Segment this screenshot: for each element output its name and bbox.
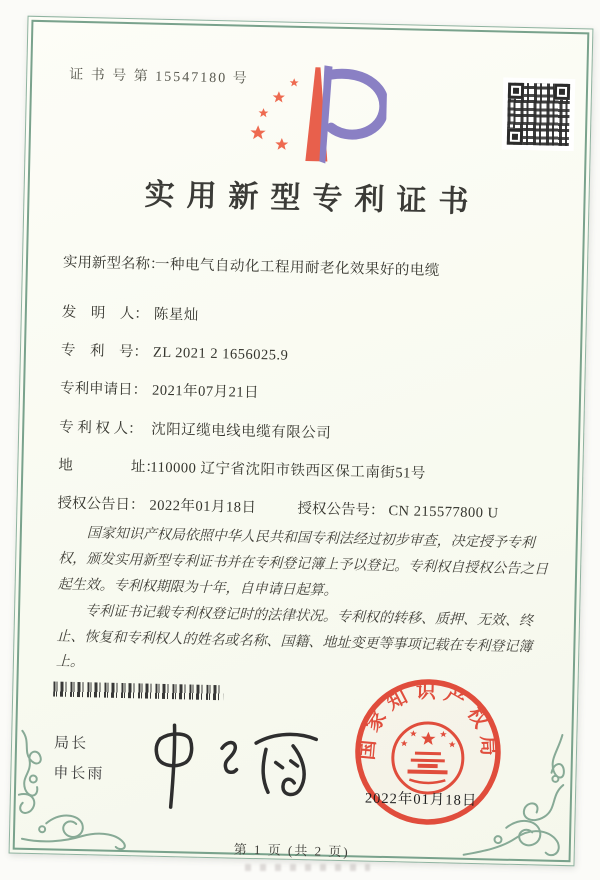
qr-finder-icon [508,83,524,99]
handwritten-signature-icon [128,714,330,819]
logo-p-bowl [330,74,385,136]
field-value: 2021年07月21日 [151,382,260,402]
field-label: 地 址： [58,457,161,476]
field-value: 陈星灿 [153,306,199,324]
seal-date: 2022年01月18日 [364,790,478,810]
qr-code-icon [502,77,576,151]
field-label: 授权公告日： [57,495,145,514]
logo-stars [250,77,299,150]
signoff-role: 局长 [53,734,89,753]
field-label: 专 利 权 人： [59,419,143,438]
certificate-number: 证 书 号 第 15547180 号 [69,67,249,87]
legal-text [56,521,551,687]
field-label: 发 明 人： [61,304,150,323]
field-label: 授权公告号： [297,500,385,519]
certificate-sheet [9,16,594,867]
field-value: 110000 辽宁省沈阳市铁西区保工南街51号 [150,459,427,482]
page-number: 第 1 页 (共 2 页) [233,841,350,860]
field-value: 2022年01月18日 [149,497,257,517]
certificate-title: 实用新型专利证书 [144,178,481,220]
field-label: 专利申请日： [59,380,148,399]
field-label: 实用新型名称： [62,254,165,273]
qr-finder-icon [554,84,570,100]
field-value: ZL 2021 2 1656025.9 [152,344,289,364]
cnipa-logo-icon [235,55,388,170]
qr-finder-icon [507,129,523,145]
legal-paragraph: 专利证书记载专利权登记时的法律状况。专利权的转移、质押、无效、终止、恢复和专利权人的姓名或名称、国籍、地址变更等事项记载在专利登记簿上。 [55,603,534,671]
field-value: CN 215577800 U [388,503,499,522]
floral-corner-ornament-icon [12,729,155,854]
signoff-name: 申长雨 [53,764,105,783]
legal-paragraph: 国家知识产权局依照中华人民共和国专利法经过初步审查，决定授予专利权，颁发实用新型专利证书并在专利登记簿上予以登记。专利权自授权公告之日起生效。专利权期限为十年，自申请日起算。 [57,526,549,599]
seal-text: 国家知识产权局 [356,680,500,764]
field-label: 专 利 号： [60,342,149,361]
field-value: 一种电气自动化工程用耐老化效果好的电缆 [154,256,441,280]
field-value: 沈阳辽缆电线电缆有限公司 [151,421,332,442]
underlying-page-artifact [245,864,370,871]
